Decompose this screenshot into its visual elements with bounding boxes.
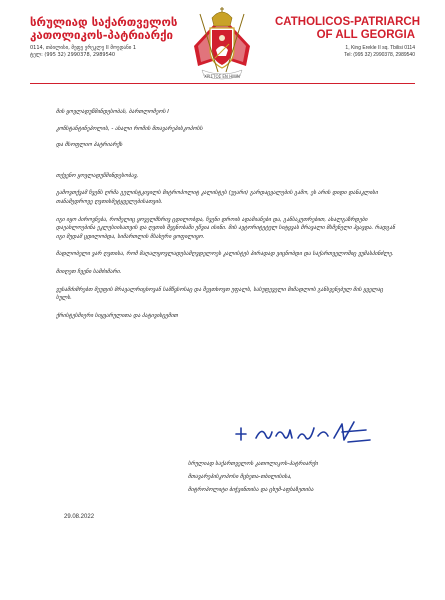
body-paragraph: მიიღეთ ჩვენი სამძიმარი.: [56, 268, 122, 275]
letterhead-georgian: [30, 16, 180, 59]
recipient-line: და მსოფლიო პატრიარქს: [56, 142, 123, 149]
body-paragraph: გამოვთქვამ ჩვენს ღრმა გულისტკივილს მიტროპოლიტ კალისტეს (უეარი) გარდაცვალების გამო, ეს არის დიდი დანაკლისი თანამედროვე ღვთისმეტყველებისათვის.: [56, 190, 378, 205]
letterhead-georgian-title-line1: სრულიად საქართველოს: [30, 15, 178, 29]
body-paragraph: მადლობელი ვარ ღვთისა, რომ მაღალყოვლადუსამღვდელოეს კალისტეს პირადად ვიცნობდი და საქართველოშიც ვუმასპინძლე.: [56, 251, 394, 258]
recipient-line: კონსტანტინეპოლის, - ახალი რომის მთავარეპისკოპოსს: [56, 125, 203, 132]
salutation: თქვენო ყოვლადუწმინდესობავ,: [56, 172, 139, 179]
patriarchal-coat-of-arms-icon: [188, 6, 256, 82]
signatory-title: მიტროპოლიტი ბიჭვინთისა და ცხუმ-აფხაზეთისა: [188, 487, 314, 493]
signature-block: [188, 458, 398, 497]
letterhead-english-title-line1: CATHOLICOS-PATRIARCH: [275, 16, 421, 28]
letter-date: 29.08.2022: [64, 514, 95, 520]
letterhead-english: [275, 16, 421, 59]
letterhead-georgian-title-line2: კათოლიკოს-პატრიარქი: [30, 28, 174, 42]
emblem-motto: ΧΡΙΣΤΟΣ ΕΝ ΗΜΙΝ: [204, 74, 240, 79]
handwritten-signature: [232, 418, 372, 446]
signatory-title: სრულიად საქართველოს კათოლიკოს-პატრიარქი: [188, 461, 318, 467]
letterhead-divider: [30, 83, 415, 84]
body-paragraph: ვუსამძიმრებთ მეუფის მრავალრიცხოვან სამწყსოსაც და შევთხოვთ უფალს, სასუფეველი მიმადლოს განსვენებულ მის ყველაც სულს.: [56, 286, 384, 302]
letter-body: [56, 108, 396, 320]
body-paragraph: იგი იყო პიროვნება, რომელიც ყოველმხრივ ცდილობდა, ჩვენი დროის ადამიანები და, განსაკუთრებით, ახალგაზრდები დაეახლოებინა ეკლესიისათვის და ღვთის შეცნობაში ეწვია ისინი. მის ავტორიტეტულ სიტყვას მრავალი მსმენელი ჰყავდა. რადგან იგი მუდამ ცდილობდა, სიმართლის მსახური ყოფილიყო.: [56, 216, 396, 240]
letterhead-georgian-phone: ტელ: (995 32) 2990378, 2989540: [30, 52, 116, 58]
closing-line: ქრისტესმიერი სიყვარულითა და პატივისცემით: [56, 312, 178, 319]
letterhead-english-phone: Tel: (995 32) 2990378, 2989540: [344, 52, 415, 58]
letterhead-georgian-address: 0114, თბილისი, მეფე ერეკლე II მოედანი 1: [30, 45, 137, 51]
letterhead-english-address: 1, King Erekle II sq. Tbilisi 0114: [345, 45, 415, 51]
signatory-title: მთავარეპისკოპოსი მცხეთა-თბილისისა,: [188, 474, 292, 480]
letterhead-english-title-line2: OF ALL GEORGIA: [316, 29, 415, 41]
recipient-block: [56, 108, 396, 150]
recipient-line: მის ყოვლადუწმინდესობას, ბართლომეოს I: [56, 109, 169, 115]
